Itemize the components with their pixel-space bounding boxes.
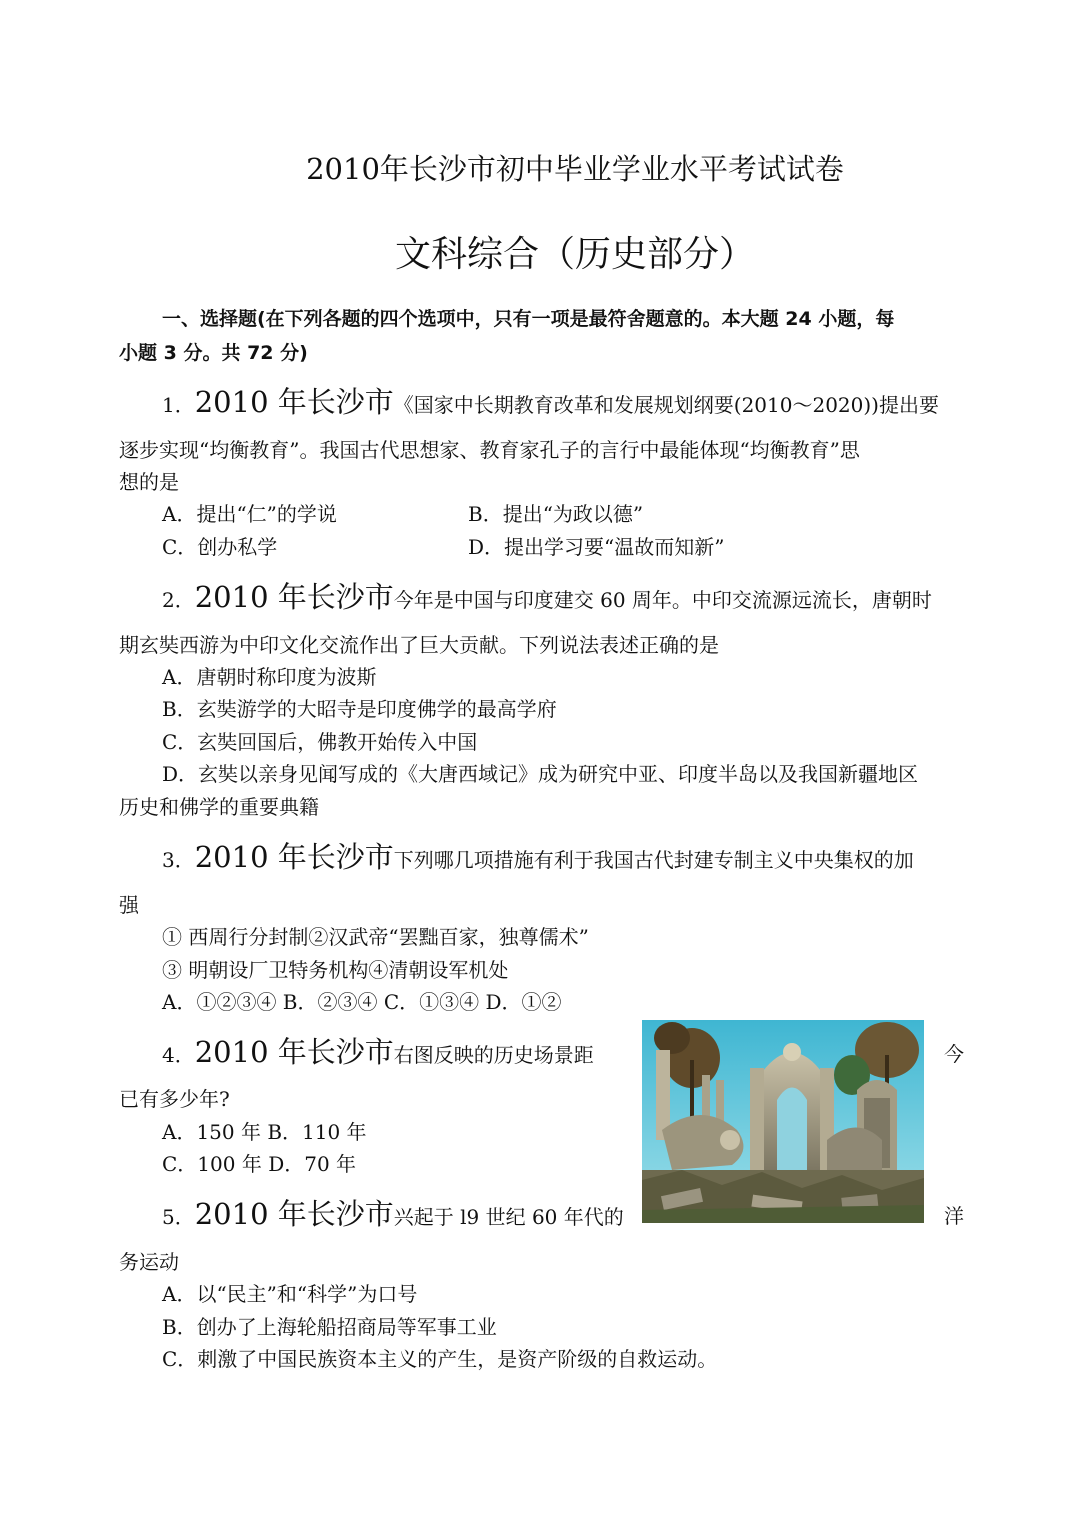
q3-source: 2010 年长沙市 <box>194 840 394 874</box>
q4-text2: 已有多少年? <box>119 1087 230 1111</box>
q4-options1: A．150 年 B．110 年 <box>162 1120 367 1144</box>
q4-options2: C．100 年 D．70 年 <box>162 1152 357 1176</box>
q5-text2: 务运动 <box>119 1250 179 1274</box>
q5-option-b: B．创办了上海轮船招商局等军事工业 <box>162 1315 497 1339</box>
q5-text1: 兴起于 l9 世纪 60 年代的 <box>393 1205 624 1229</box>
q3-text1: 下列哪几项措施有利于我国古代封建专制主义中央集权的加 <box>393 848 914 872</box>
section-heading-line2: 小题 3 分。共 72 分) <box>119 342 308 364</box>
q1-option-a: A．提出“仁”的学说 <box>162 502 337 526</box>
q2-text2: 期玄奘西游为中印文化交流作出了巨大贡献。下列说法表述正确的是 <box>119 633 719 657</box>
q4-number: 4． <box>162 1043 195 1067</box>
q1-source: 2010 年长沙市 <box>194 385 394 419</box>
q1-option-b: B．提出“为政以德” <box>468 502 644 526</box>
q1-number: 1． <box>162 393 195 417</box>
q1-text3: 想的是 <box>119 470 179 494</box>
q3-number: 3． <box>162 848 195 872</box>
q3-items2: ③ 明朝设厂卫特务机构④清朝设军机处 <box>162 958 509 982</box>
q1-line1 <box>162 380 939 421</box>
q5-option-a: A．以“民主”和“科学”为口号 <box>162 1282 418 1306</box>
q2-option-c: C．玄奘回国后，佛教开始传入中国 <box>162 730 478 754</box>
yuanmingyuan-ruins-image <box>642 1020 924 1223</box>
exam-subtitle: 文科综合（历史部分） <box>394 234 755 275</box>
q5-line1 <box>162 1192 624 1233</box>
q2-text1: 今年是中国与印度建交 60 周年。中印交流源远流长，唐朝时 <box>393 588 932 612</box>
q2-option-a: A．唐朝时称印度为波斯 <box>162 665 377 689</box>
q5-number: 5． <box>162 1205 195 1229</box>
q4-text1-end: 今 <box>944 1042 964 1066</box>
q3-options: A．①②③④ B．②③④ C．①③④ D．①② <box>162 990 562 1014</box>
q2-option-d: D．玄奘以亲身见闻写成的《大唐西域记》成为研究中亚、印度半岛以及我国新疆地区 <box>162 762 919 786</box>
q4-text1: 右图反映的历史场景距 <box>393 1043 594 1067</box>
q4-source: 2010 年长沙市 <box>194 1035 394 1069</box>
q4-line1 <box>162 1030 594 1071</box>
q2-option-d-cont: 历史和佛学的重要典籍 <box>119 795 319 819</box>
q2-option-b: B．玄奘游学的大昭寺是印度佛学的最高学府 <box>162 697 557 721</box>
section-heading-line1: 一、选择题(在下列各题的四个选项中，只有一项是最符舍题意的。本大题 24 小题，每 <box>162 308 895 330</box>
q3-text2: 强 <box>119 893 139 917</box>
q2-source: 2010 年长沙市 <box>194 580 394 614</box>
q1-text2: 逐步实现“均衡教育”。我国古代思想家、教育家孔子的言行中最能体现“均衡教育”思 <box>119 438 860 462</box>
q3-line1 <box>162 835 914 876</box>
q1-option-c: C．创办私学 <box>162 535 278 559</box>
exam-title: 2010年长沙市初中毕业学业水平考试试卷 <box>306 152 844 186</box>
q1-text1: 《国家中长期教育改革和发展规划纲要(2010～2020))提出要 <box>393 393 939 417</box>
q3-items1: ① 西周行分封制②汉武帝“罢黜百家，独尊儒术” <box>162 925 589 949</box>
q5-source: 2010 年长沙市 <box>194 1197 394 1231</box>
q2-number: 2． <box>162 588 195 612</box>
q5-text1-end: 洋 <box>944 1204 964 1228</box>
q2-line1 <box>162 575 932 616</box>
q5-option-c: C．刺激了中国民族资本主义的产生，是资产阶级的自救运动。 <box>162 1347 718 1371</box>
q1-option-d: D．提出学习要“温故而知新” <box>468 535 725 559</box>
